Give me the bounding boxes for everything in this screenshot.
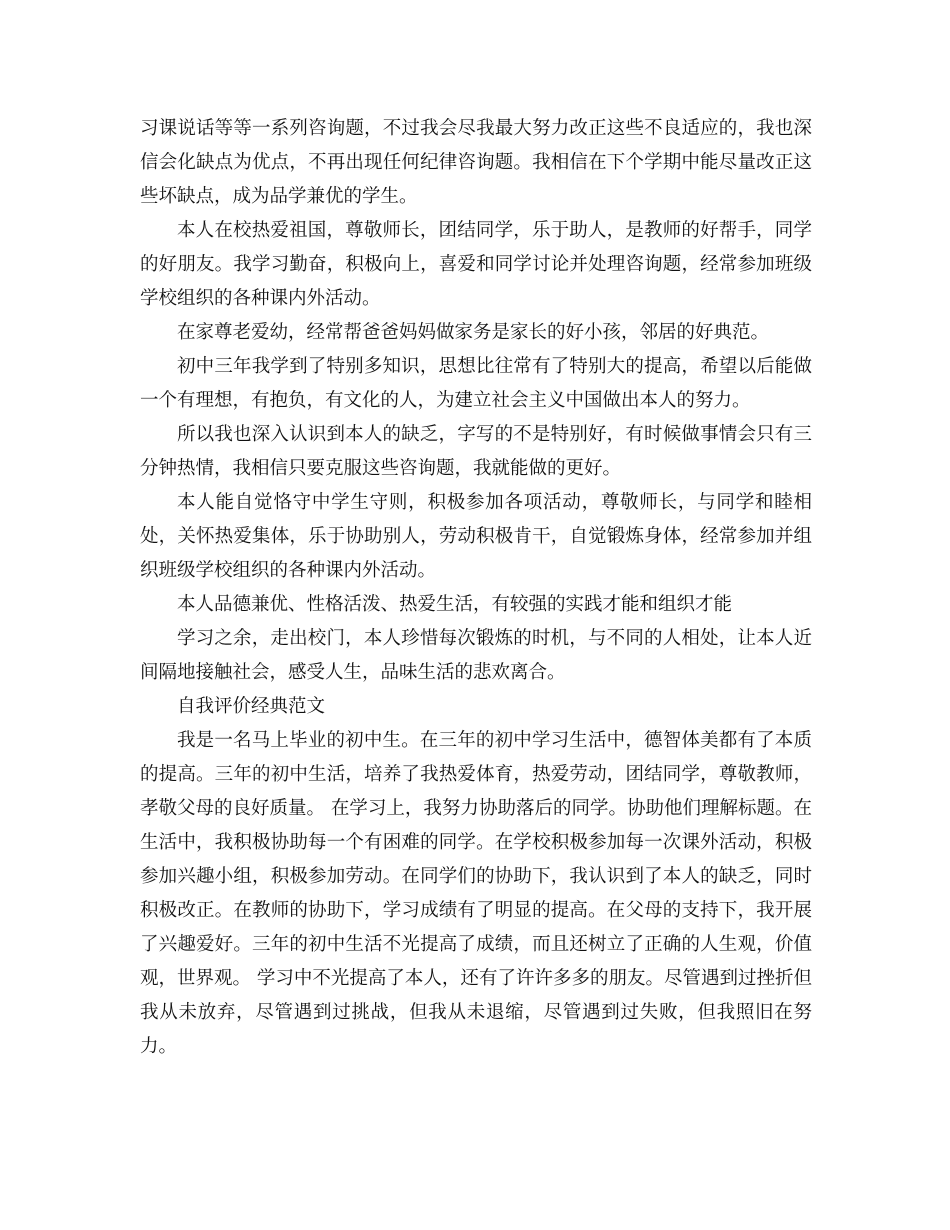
paragraph: 初中三年我学到了特别多知识，思想比往常有了特别大的提高，希望以后能做一个有理想，有抱负，有文化的人，为建立社会主义中国做出本人的努力。 [140, 356, 812, 411]
paragraph: 我是一名马上毕业的初中生。在三年的初中学习生活中，德智体美都有了本质的提高。三年的初中生活，培养了我热爱体育，热爱劳动，团结同学，尊敬教师，孝敬父母的良好质量。 在学习上，我努力协助落后的同学。协助他们理解标题。在生活中，我积极协助每一个有困难的同学。在学校积极参加每一次课外活动，积极参加兴趣小组，积极参加劳动。在同学们的协助下，我认识到了本人的缺乏，同时积极改正。在教师的协助下，学习成绩有了明显的提高。在父母的支持下，我开展了兴趣爱好。三年的初中生活不光提高了成绩，而且还树立了正确的人生观，价值观，世界观。 学习中不光提高了本人，还有了许许多多的朋友。尽管遇到过挫折但我从未放弃，尽管遇到过挑战，但我从未退缩，尽管遇到过失败，但我照旧在努力。 [140, 730, 812, 1057]
paragraph: 本人能自觉恪守中学生守则，积极参加各项活动，尊敬师长，与同学和睦相处，关怀热爱集体，乐于协助别人，劳动积极肯干，自觉锻炼身体，经常参加并组织班级学校组织的各种课内外活动。 [140, 492, 812, 581]
paragraph: 习课说话等等一系列咨询题，不过我会尽我最大努力改正这些不良适应的，我也深信会化缺点为优点，不再出现任何纪律咨询题。我相信在下个学期中能尽量改正这些坏缺点，成为品学兼优的学生。 [140, 118, 812, 207]
section-heading: 自我评价经典范文 [177, 696, 326, 717]
document-body [140, 112, 812, 1064]
paragraph: 本人在校热爱祖国，尊敬师长，团结同学，乐于助人，是教师的好帮手，同学的好朋友。我学习勤奋，积极向上，喜爱和同学讨论并处理咨询题，经常参加班级学校组织的各种课内外活动。 [140, 220, 812, 309]
paragraph: 学习之余，走出校门，本人珍惜每次锻炼的时机，与不同的人相处，让本人近间隔地接触社会，感受人生，品味生活的悲欢离合。 [140, 628, 812, 683]
paragraph: 在家尊老爱幼，经常帮爸爸妈妈做家务是家长的好小孩，邻居的好典范。 [177, 322, 770, 343]
paragraph: 本人品德兼优、性格活泼、热爱生活，有较强的实践才能和组织才能 [177, 594, 733, 615]
paragraph: 所以我也深入认识到本人的缺乏，字写的不是特别好，有时候做事情会只有三分钟热情，我相信只要克服这些咨询题，我就能做的更好。 [140, 424, 812, 479]
